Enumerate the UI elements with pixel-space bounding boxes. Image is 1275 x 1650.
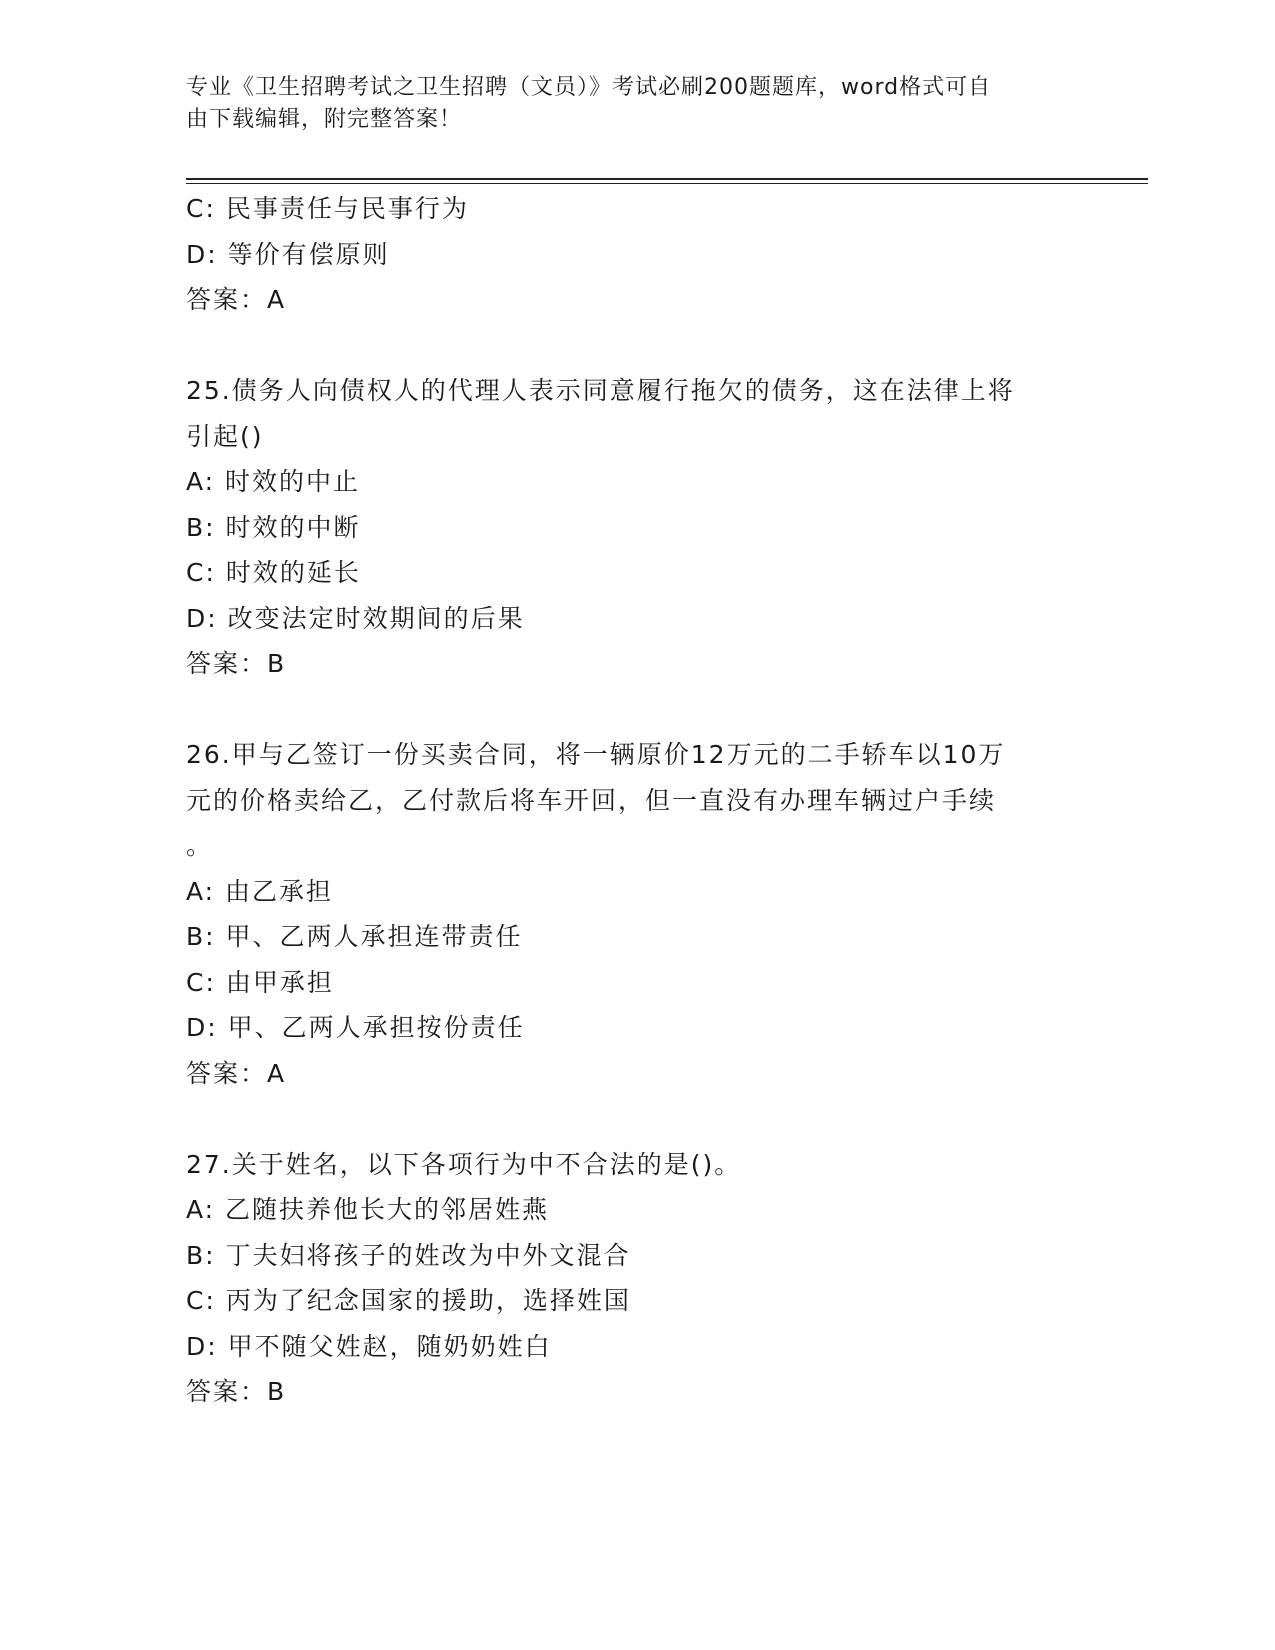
document-header — [186, 72, 1066, 136]
spacer — [186, 687, 1086, 733]
option-c: C: 丙为了纪念国家的援助，选择姓国 — [186, 1286, 631, 1315]
spacer — [186, 323, 1086, 369]
question-stem-line: 26.甲与乙签订一份买卖合同，将一辆原价12万元的二手轿车以10万 — [186, 740, 1006, 769]
option-b: B: 时效的中断 — [186, 512, 361, 542]
option-d: D: 改变法定时效期间的后果 — [186, 603, 525, 633]
answer-line: 答案：B — [186, 649, 287, 678]
answer-line: 答案：B — [186, 1377, 287, 1406]
option-d: D: 甲、乙两人承担按份责任 — [186, 1013, 525, 1042]
option-b: B: 丁夫妇将孩子的姓改为中外文混合 — [186, 1240, 631, 1270]
question-27 — [186, 1142, 1086, 1415]
header-line-2: 由下载编辑，附完整答案！ — [186, 107, 463, 132]
option-a: A: 乙随扶养他长大的邻居姓燕 — [186, 1195, 550, 1224]
option-a: A: 由乙承担 — [186, 876, 334, 906]
answer-line: 答案：A — [186, 1058, 287, 1088]
option-c: C: 时效的延长 — [186, 558, 361, 587]
header-divider-thick — [186, 178, 1148, 180]
header-divider-thin — [186, 183, 1148, 184]
prev-option-d: D: 等价有偿原则 — [186, 239, 390, 269]
header-line-1: 专业《卫生招聘考试之卫生招聘（文员）》考试必刷200题题库，word格式可自 — [186, 75, 992, 100]
prev-answer: 答案：A — [186, 285, 287, 314]
option-c: C: 由甲承担 — [186, 967, 334, 997]
question-25 — [186, 368, 1086, 687]
option-b: B: 甲、乙两人承担连带责任 — [186, 922, 523, 951]
question-stem-line: 27.关于姓名，以下各项行为中不合法的是()。 — [186, 1149, 742, 1179]
question-stem-line: 元的价格卖给乙，乙付款后将车开回，但一直没有办理车辆过户手续 — [186, 785, 997, 815]
spacer — [186, 1096, 1086, 1142]
option-d: D: 甲不随父姓赵，随奶奶姓白 — [186, 1331, 552, 1361]
option-a: A: 时效的中止 — [186, 467, 361, 496]
question-stem-line: 25.债务人向债权人的代理人表示同意履行拖欠的债务，这在法律上将 — [186, 376, 1015, 405]
question-26 — [186, 732, 1086, 1096]
prev-option-c: C: 民事责任与民事行为 — [186, 194, 469, 223]
question-stem-line: 引起() — [186, 421, 264, 451]
question-content — [186, 186, 1086, 1415]
question-stem-line: 。 — [186, 831, 214, 860]
